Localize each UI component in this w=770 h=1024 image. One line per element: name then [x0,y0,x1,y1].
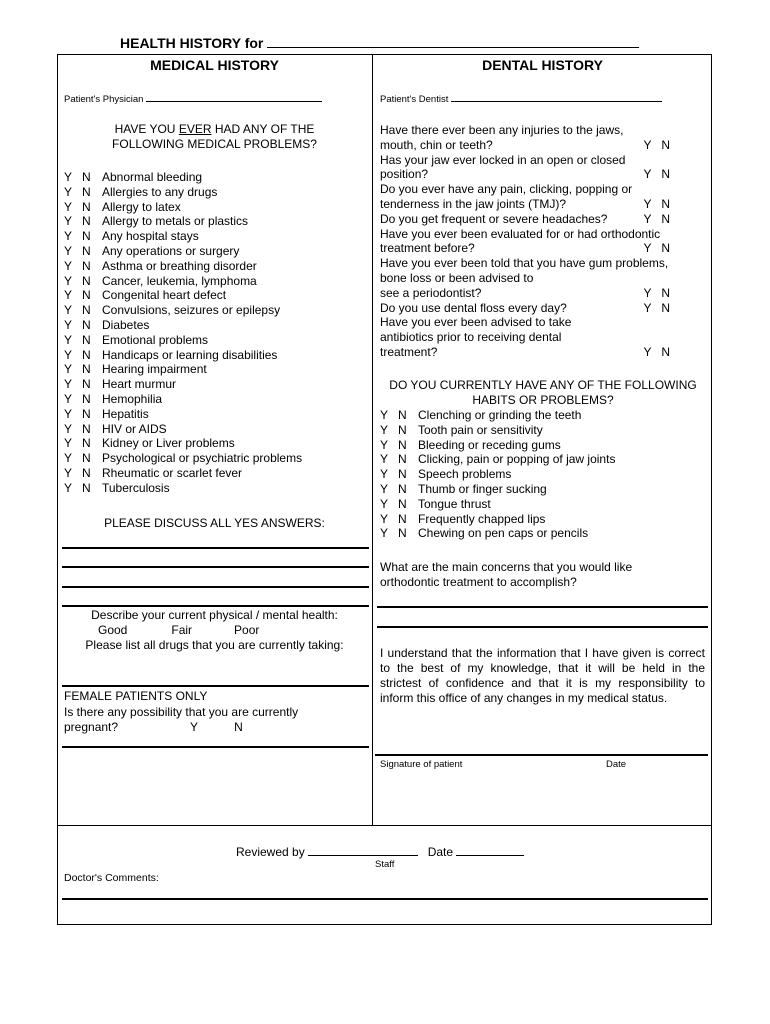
pregnant-question-2 [64,720,243,735]
condition-row [64,392,369,407]
condition-yes[interactable]: Y [64,184,73,199]
condition-label: Allergies to any drugs [102,184,218,199]
doctor-comments-line[interactable] [62,898,708,900]
dental-question-text: see a periodontist? [380,285,482,300]
consent-statement: I understand that the information that I have given is correct to the best of my knowledge, that it will be held in the strictest of confidence and that it is my responsibility to inform this office of any changes in my medical status. [380,646,705,705]
female-heading: FEMALE PATIENTS ONLY [64,689,208,703]
dental-question-line [380,182,708,197]
medical-conditions-list [64,170,369,496]
condition-no[interactable]: N [82,199,91,214]
condition-no[interactable]: N [82,347,91,362]
ever-heading-post: HAD ANY OF THE [211,122,315,136]
signature-date-label: Date [606,759,627,770]
condition-no[interactable]: N [82,465,91,480]
habit-row [380,467,708,482]
condition-no[interactable]: N [82,362,91,377]
dental-questions [380,123,708,360]
pregnant-no[interactable]: N [234,720,243,734]
habit-no[interactable]: N [398,481,407,496]
condition-label: Heart murmur [102,377,177,392]
condition-row [64,451,369,466]
habit-no[interactable]: N [398,408,407,422]
habit-label: Frequently chapped lips [418,511,546,526]
dental-question-line [380,123,708,138]
discuss-line-1[interactable] [62,547,369,549]
condition-label: Handicaps or learning disabilities [102,347,278,362]
condition-no[interactable]: N [82,377,91,392]
health-question: Describe your current physical / mental health: [91,608,338,622]
condition-row [64,288,369,303]
habit-row [380,512,708,527]
condition-label: Diabetes [102,317,150,332]
dental-question-yn[interactable]: Y N [643,167,670,182]
dental-question-text: position? [380,167,429,182]
reviewed-by [236,844,524,860]
condition-row [64,200,369,215]
pregnant-label: pregnant? [64,720,119,734]
condition-yes[interactable]: Y [64,258,73,273]
condition-yes[interactable]: Y [64,170,73,184]
habit-label: Tongue thrust [418,496,491,511]
condition-row [64,185,369,200]
physician-label: Patient's Physician [64,94,144,105]
dentist-label: Patient's Dentist [380,94,449,105]
concerns-line-a[interactable] [377,606,708,608]
habit-row [380,497,708,512]
doctor-comments-label: Doctor's Comments: [64,872,159,884]
dental-question-text: mouth, chin or teeth? [380,137,493,152]
dental-question-line [380,301,708,316]
condition-no[interactable]: N [82,288,91,303]
condition-yes[interactable]: Y [64,362,73,377]
condition-label: Hemophilia [102,391,163,406]
condition-row [64,229,369,244]
dental-question-text: Has your jaw ever locked in an open or closed [380,152,626,167]
condition-label: Kidney or Liver problems [102,436,235,451]
dental-question-line [380,271,708,286]
condition-yes[interactable]: Y [64,465,73,480]
habit-yes[interactable]: Y [380,422,389,437]
condition-label: Psychological or psychiatric problems [102,451,303,466]
habit-yes[interactable]: Y [380,481,389,496]
dental-question-text: tenderness in the jaw joints (TMJ)? [380,196,567,211]
condition-yes[interactable]: Y [64,391,73,406]
drugs-question: Please list all drugs that you are currently taking: [85,638,344,652]
ever-heading-line2: FOLLOWING MEDICAL PROBLEMS? [112,137,317,151]
health-fair[interactable]: Fair [171,623,193,637]
dental-question-yn[interactable]: Y N [643,344,670,359]
condition-label: Hearing impairment [102,362,207,377]
condition-yes[interactable]: Y [64,243,73,258]
condition-yes[interactable]: Y [64,199,73,214]
condition-no[interactable]: N [82,391,91,406]
condition-label: Hepatitis [102,406,149,421]
health-poor[interactable]: Poor [234,623,260,637]
condition-yes[interactable]: Y [64,406,73,421]
condition-no[interactable]: N [82,480,91,495]
dental-question-line [380,227,708,242]
discuss-line-3[interactable] [62,586,369,588]
health-options [98,623,259,638]
condition-no[interactable]: N [82,317,91,332]
condition-label: Allergy to metals or plastics [102,214,249,229]
pregnant-yes[interactable]: Y [190,720,199,734]
ever-heading-pre: HAVE YOU [114,122,179,136]
condition-yes[interactable]: Y [64,317,73,332]
dental-question-yn[interactable]: Y N [643,285,670,300]
review-date-input[interactable] [456,844,524,856]
habits-list [380,408,708,541]
column-divider [372,54,373,825]
concerns-line-b[interactable] [377,626,708,628]
footer-divider [57,825,712,826]
condition-row [64,377,369,392]
condition-yes[interactable]: Y [64,229,73,244]
dental-question-yn[interactable]: Y N [643,211,670,226]
concerns-question [380,560,632,590]
condition-row [64,318,369,333]
dental-question-line [380,197,708,212]
condition-label: Abnormal bleeding [102,170,203,184]
habit-label: Chewing on pen caps or pencils [418,526,589,541]
concerns-line-2: orthodontic treatment to accomplish? [380,575,577,589]
dental-question-text: Have you ever been evaluated for or had orthodontic [380,226,661,241]
dental-question-text: Have you ever been told that you have gum problems, [380,256,669,271]
habit-no[interactable]: N [398,452,407,467]
habit-label: Speech problems [418,467,512,482]
condition-label: Any hospital stays [102,229,199,244]
habit-row [380,452,708,467]
dental-question-text: Do you use dental floss every day? [380,300,567,315]
condition-label: Tuberculosis [102,480,170,495]
habit-label: Thumb or finger sucking [418,481,547,496]
condition-row [64,348,369,363]
condition-yes[interactable]: Y [64,214,73,229]
condition-row [64,466,369,481]
condition-row [64,170,369,185]
habits-heading-2: HABITS OR PROBLEMS? [472,393,614,407]
condition-no[interactable]: N [82,303,91,318]
dental-question-text: Do you get frequent or severe headaches? [380,211,608,226]
dental-question-line [380,286,708,301]
condition-row [64,362,369,377]
medical-history-header: MEDICAL HISTORY [150,57,279,73]
habit-row [380,526,708,541]
habit-yes[interactable]: Y [380,496,389,511]
dental-history-header: DENTAL HISTORY [482,57,603,73]
dental-question-line [380,153,708,168]
condition-yes[interactable]: Y [64,421,73,436]
dental-question-line [380,138,708,153]
ever-heading-em: EVER [178,122,212,136]
condition-yes[interactable]: Y [64,347,73,362]
condition-row [64,333,369,348]
condition-no[interactable]: N [82,332,91,347]
discuss-line-2[interactable] [62,566,369,568]
condition-no[interactable]: N [82,436,91,451]
form-title-text: HEALTH HISTORY for [120,35,264,51]
dentist-input[interactable] [451,92,662,102]
reviewed-by-input[interactable] [308,844,418,856]
condition-no[interactable]: N [82,170,91,184]
condition-yes[interactable]: Y [64,332,73,347]
condition-row [64,244,369,259]
dental-question-yn[interactable]: Y N [643,300,670,315]
dental-question-line [380,330,708,345]
condition-row [64,481,369,496]
signature-label: Signature of patient [380,759,463,770]
habit-no[interactable]: N [398,526,407,541]
condition-no[interactable]: N [82,258,91,273]
patient-name-field[interactable] [267,35,639,48]
condition-row [64,303,369,318]
discuss-line-4[interactable] [62,605,369,607]
condition-label: Allergy to latex [102,199,181,214]
condition-no[interactable]: N [82,184,91,199]
habit-no[interactable]: N [398,496,407,511]
condition-row [64,422,369,437]
dental-question-line [380,241,708,256]
condition-row [64,274,369,289]
condition-row [64,214,369,229]
drugs-line[interactable] [62,685,369,687]
condition-label: Asthma or breathing disorder [102,258,257,273]
physician-input[interactable] [146,92,322,102]
condition-label: Emotional problems [102,332,209,347]
health-good[interactable]: Good [98,623,128,637]
dental-question-text: Have there ever been any injuries to the jaws, [380,123,624,137]
dental-question-line [380,256,708,271]
habit-label: Tooth pain or sensitivity [418,422,543,437]
pregnant-line[interactable] [62,746,369,748]
condition-no[interactable]: N [82,214,91,229]
condition-label: Congenital heart defect [102,288,227,303]
habit-yes[interactable]: Y [380,526,389,541]
form-title [120,35,639,51]
habit-yes[interactable]: Y [380,511,389,526]
habit-yes[interactable]: Y [380,437,389,452]
dentist-field [380,92,662,105]
condition-yes[interactable]: Y [64,303,73,318]
condition-yes[interactable]: Y [64,288,73,303]
condition-row [64,259,369,274]
concerns-line-1: What are the main concerns that you would like [380,560,633,574]
condition-yes[interactable]: Y [64,451,73,466]
dental-question-text: treatment before? [380,241,475,256]
condition-label: Rheumatic or scarlet fever [102,465,243,480]
habit-yes[interactable]: Y [380,467,389,482]
dental-question-line [380,167,708,182]
signature-line[interactable] [375,754,708,756]
condition-row [64,436,369,451]
dental-question-text: Have you ever been advised to take [380,315,572,330]
condition-no[interactable]: N [82,273,91,288]
habit-no[interactable]: N [398,422,407,437]
condition-no[interactable]: N [82,421,91,436]
condition-yes[interactable]: Y [64,273,73,288]
discuss-heading: PLEASE DISCUSS ALL YES ANSWERS: [104,516,325,530]
dental-question-text: bone loss or been advised to [380,270,534,285]
condition-label: Convulsions, seizures or epilepsy [102,303,281,318]
dental-question-text: antibiotics prior to receiving dental [380,330,562,345]
dental-question-yn[interactable]: Y N [643,137,670,152]
habit-row [380,408,708,423]
habit-label: Clenching or grinding the teeth [418,408,582,422]
habits-heading [374,378,712,408]
condition-no[interactable]: N [82,451,91,466]
habit-label: Bleeding or receding gums [418,437,561,452]
habit-no[interactable]: N [398,511,407,526]
dental-question-text: Do you ever have any pain, clicking, popping or [380,182,633,197]
review-date-label: Date [427,845,454,859]
dental-question-line [380,315,708,330]
habit-row [380,423,708,438]
condition-no[interactable]: N [82,406,91,421]
habit-yes[interactable]: Y [380,452,389,467]
habits-heading-1: DO YOU CURRENTLY HAVE ANY OF THE FOLLOWING [389,378,697,392]
habit-yes[interactable]: Y [380,408,389,422]
condition-label: HIV or AIDS [102,421,167,436]
condition-yes[interactable]: Y [64,480,73,495]
condition-no[interactable]: N [82,243,91,258]
reviewed-by-label: Reviewed by [236,845,305,859]
pregnant-question-1: Is there any possibility that you are currently [64,705,299,719]
dental-question-yn[interactable]: Y N [643,196,670,211]
dental-question-line [380,212,708,227]
dental-question-text: treatment? [380,344,438,359]
condition-label: Cancer, leukemia, lymphoma [102,273,257,288]
physician-field [64,92,322,105]
habit-row [380,482,708,497]
dental-question-line [380,345,708,360]
habit-label: Clicking, pain or popping of jaw joints [418,452,616,467]
condition-row [64,407,369,422]
condition-yes[interactable]: Y [64,377,73,392]
habit-no[interactable]: N [398,467,407,482]
habit-no[interactable]: N [398,437,407,452]
dental-question-yn[interactable]: Y N [643,241,670,256]
ever-heading [57,122,372,152]
habit-row [380,438,708,453]
condition-label: Any operations or surgery [102,243,240,258]
condition-yes[interactable]: Y [64,436,73,451]
staff-label: Staff [375,859,395,870]
condition-no[interactable]: N [82,229,91,244]
